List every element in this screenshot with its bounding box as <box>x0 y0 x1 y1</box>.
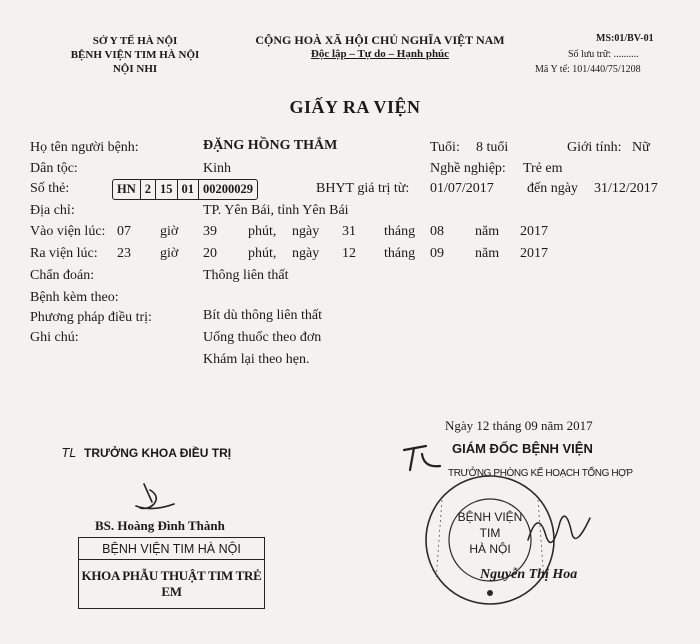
left-signer-name: BS. Hoàng Đình Thành <box>95 518 225 533</box>
discharge-year: 2017 <box>520 246 548 261</box>
discharge-minute-label: phút, <box>248 246 277 261</box>
right-prefix-handwritten-mark <box>400 440 444 474</box>
patient-name-label: Họ tên người bệnh: <box>30 140 139 155</box>
treatment-value: Bít dù thông liên thất <box>203 308 322 323</box>
admission-label: Vào viện lúc: <box>30 224 106 239</box>
age-value: 8 tuổi <box>476 140 509 155</box>
address-value: TP. Yên Bái, tỉnh Yên Bái <box>203 203 349 218</box>
header-archive-number: Số lưu trữ: .......... <box>568 49 639 60</box>
discharge-year-label: năm <box>475 246 500 261</box>
right-signer-subtitle: TRƯỞNG PHÒNG KẾ HOẠCH TỔNG HỢP <box>448 468 633 479</box>
right-signature-mark <box>520 500 600 560</box>
discharge-label: Ra viện lúc: <box>30 246 98 261</box>
discharge-minute: 20 <box>203 246 217 261</box>
admission-hour: 07 <box>117 224 131 239</box>
admission-day-label: ngày <box>292 224 320 239</box>
card-part-serial: 00200029 <box>203 182 253 196</box>
right-signer-name: Nguyễn Thị Hoa <box>480 567 578 582</box>
header-motto: Độc lập – Tự do – Hạnh phúc <box>310 48 450 60</box>
admission-minute-label: phút, <box>248 224 277 239</box>
card-part-unit: 01 <box>178 180 200 199</box>
department-stamp <box>78 537 265 609</box>
ethnicity-label: Dân tộc: <box>30 161 78 176</box>
header-form-code: MS:01/BV-01 <box>596 33 654 44</box>
admission-month: 08 <box>430 224 444 239</box>
admission-year: 2017 <box>520 224 548 239</box>
department-stamp-hospital: BỆNH VIỆN TIM HÀ NỘI <box>79 538 264 560</box>
admission-month-label: tháng <box>384 224 416 239</box>
round-seal-line-2: TIM <box>479 526 501 540</box>
header-dept-of-health: SỞ Y TẾ HÀ NỘI <box>92 35 178 47</box>
card-label: Số thẻ: <box>30 181 70 196</box>
note-label: Ghi chú: <box>30 330 79 345</box>
bhyt-from: 01/07/2017 <box>430 181 494 196</box>
card-part-province: HN <box>113 180 141 199</box>
discharge-month: 09 <box>430 246 444 261</box>
bhyt-label: BHYT giá trị từ: <box>316 181 410 196</box>
left-prefix-handwritten: TL <box>62 446 77 460</box>
diagnosis-label: Chẩn đoán: <box>30 268 95 283</box>
note-line-2: Khám lại theo hẹn. <box>203 352 310 367</box>
note-line-1: Uống thuốc theo đơn <box>203 330 322 345</box>
header-hospital-name: BỆNH VIỆN TIM HÀ NỘI <box>70 49 200 61</box>
bhyt-to: 31/12/2017 <box>594 181 658 196</box>
admission-hour-label: giờ <box>160 224 179 239</box>
document-title: GIẤY RA VIỆN <box>289 97 421 117</box>
admission-minute: 39 <box>203 224 217 239</box>
diagnosis-value: Thông liên thất <box>203 268 289 283</box>
left-signer-title: TRƯỞNG KHOA ĐIỀU TRỊ <box>84 446 232 460</box>
department-stamp-department: KHOA PHẪU THUẬT TIM TRẺ EM <box>81 568 262 599</box>
discharge-day-label: ngày <box>292 246 320 261</box>
round-seal-line-3: HÀ NỘI <box>469 542 511 556</box>
discharge-month-label: tháng <box>384 246 416 261</box>
admission-year-label: năm <box>475 224 500 239</box>
header-country: CỘNG HOÀ XÃ HỘI CHỦ NGHĨA VIỆT NAM <box>255 33 505 47</box>
job-label: Nghề nghiệp: <box>430 161 506 176</box>
discharge-day: 12 <box>342 246 356 261</box>
address-label: Địa chỉ: <box>30 203 75 218</box>
discharge-hour: 23 <box>117 246 131 261</box>
job-value: Trẻ em <box>523 161 563 176</box>
signature-date: Ngày 12 tháng 09 năm 2017 <box>445 418 593 433</box>
insurance-card-number <box>112 179 258 200</box>
gender-label: Giới tính: <box>567 140 622 155</box>
comorbid-label: Bệnh kèm theo: <box>30 290 119 305</box>
left-signature-mark <box>130 478 180 516</box>
age-label: Tuổi: <box>430 140 460 155</box>
treatment-label: Phương pháp điều trị: <box>30 310 152 325</box>
discharge-hour-label: giờ <box>160 246 179 261</box>
patient-name: ĐẶNG HỒNG THẮM <box>203 138 338 153</box>
gender-value: Nữ <box>632 140 650 155</box>
header-medical-code: Mã Y tế: 101/440/75/1208 <box>535 64 641 75</box>
admission-day: 31 <box>342 224 356 239</box>
bhyt-to-label: đến ngày <box>527 181 578 196</box>
round-seal-line-1: BỆNH VIỆN <box>457 510 523 524</box>
ethnicity-value: Kinh <box>203 161 231 176</box>
right-signer-title: GIÁM ĐỐC BỆNH VIỆN <box>452 441 593 456</box>
header-department: NỘI NHI <box>112 63 158 75</box>
card-part-type: 2 <box>141 180 156 199</box>
card-part-region: 15 <box>156 180 178 199</box>
